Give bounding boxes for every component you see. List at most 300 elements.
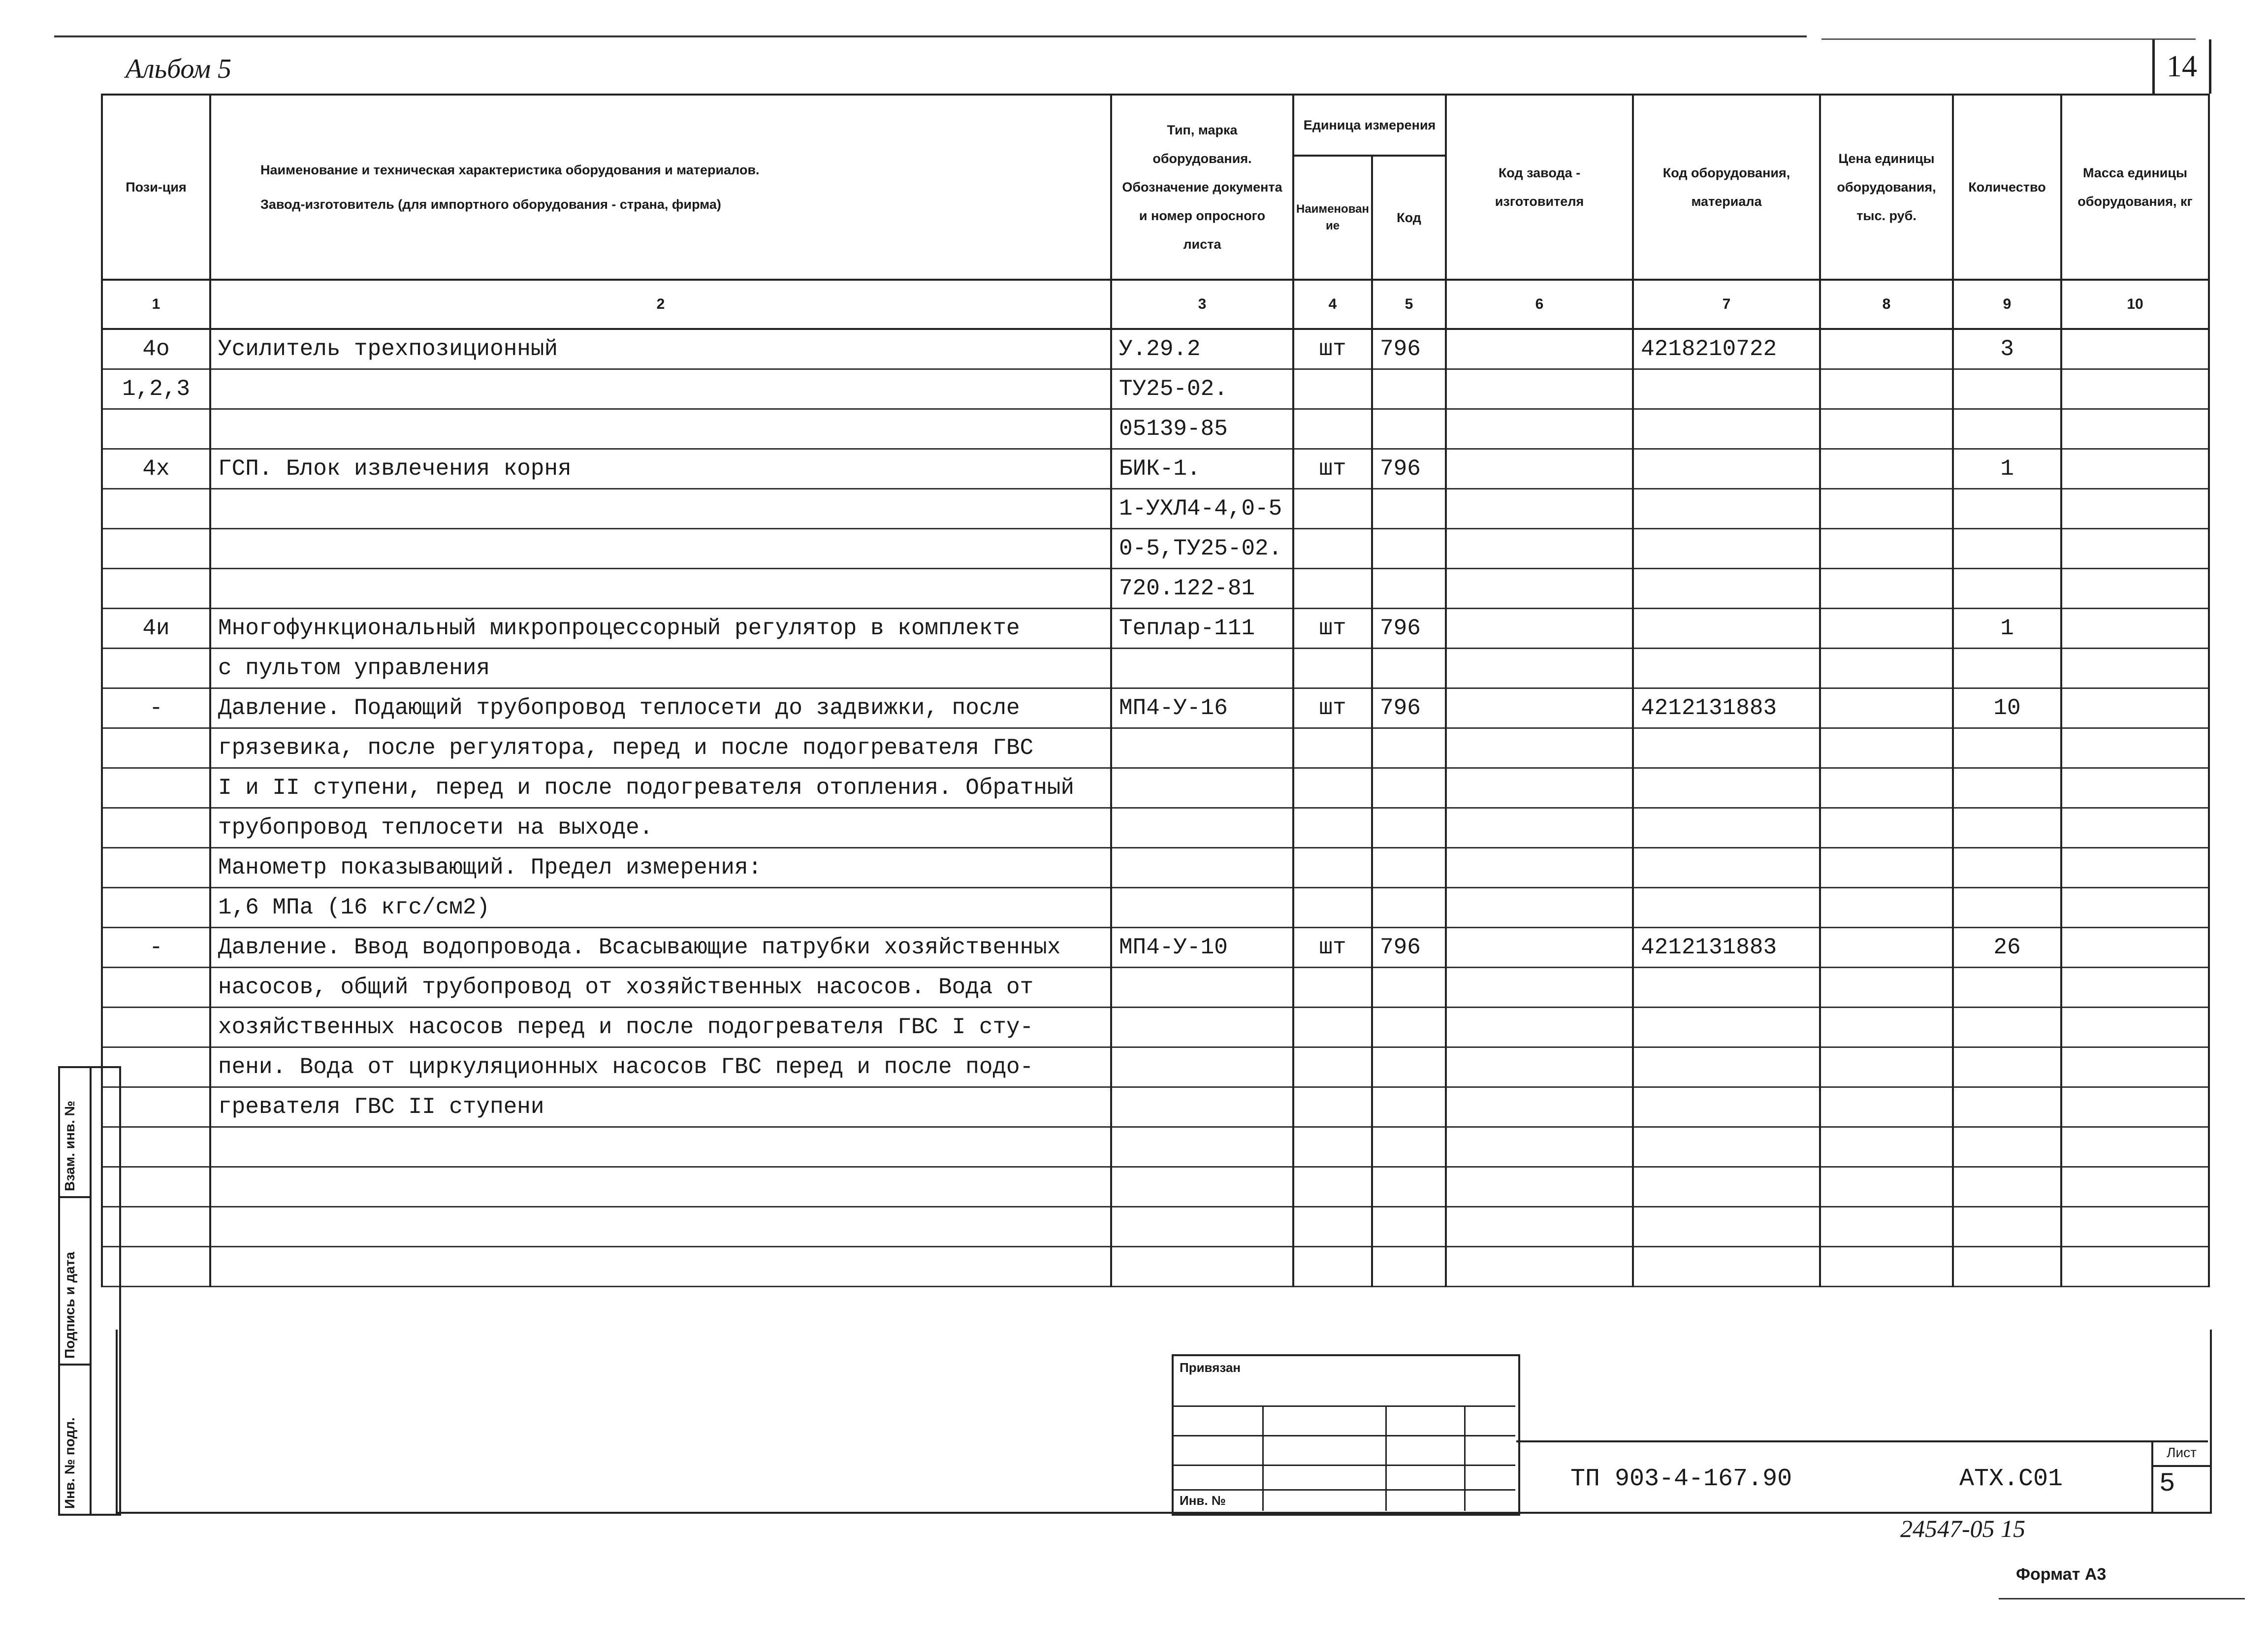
row-unit (1293, 768, 1372, 808)
row-unit (1293, 569, 1372, 609)
row-position (102, 888, 210, 928)
row-name: 1,6 МПа (16 кгс/см2) (210, 888, 1111, 928)
header-unit-group: Единица измерения (1293, 95, 1446, 156)
row-price (1820, 1087, 1953, 1127)
row-type (1111, 1047, 1293, 1087)
row-unit-code: 796 (1372, 688, 1446, 728)
empty-cell (1953, 1247, 2061, 1287)
row-mass (2061, 928, 2209, 968)
row-mass (2061, 888, 2209, 928)
row-unit (1293, 649, 1372, 688)
table-row (102, 329, 2209, 369)
row-unit (1293, 1047, 1372, 1087)
row-price (1820, 888, 1953, 928)
row-unit-code (1372, 369, 1446, 409)
row-plant-code (1446, 489, 1633, 529)
col-number: 9 (1953, 280, 2061, 329)
col-number: 3 (1111, 280, 1293, 329)
top-border-line-right (1821, 38, 2196, 40)
row-type: 720.122-81 (1111, 569, 1293, 609)
row-price (1820, 569, 1953, 609)
header-name-line1: Наименование и техническая характеристика оборудования и материалов. (260, 163, 760, 177)
row-plant-code (1446, 449, 1633, 489)
row-position: - (102, 928, 210, 968)
row-type (1111, 768, 1293, 808)
row-unit (1293, 968, 1372, 1008)
empty-cell (1953, 1127, 2061, 1167)
row-unit-code (1372, 1008, 1446, 1047)
empty-cell (1820, 1207, 1953, 1247)
row-mass (2061, 848, 2209, 888)
row-plant-code (1446, 728, 1633, 768)
row-price (1820, 688, 1953, 728)
row-type (1111, 1008, 1293, 1047)
row-price (1820, 848, 1953, 888)
row-unit (1293, 369, 1372, 409)
row-unit-code (1372, 489, 1446, 529)
row-unit (1293, 888, 1372, 928)
header-mass: Масса единицы оборудования, кг (2061, 95, 2209, 280)
row-position: - (102, 688, 210, 728)
row-type: 05139-85 (1111, 409, 1293, 449)
strip-label-sign: Подпись и дата (62, 1252, 77, 1359)
row-plant-code (1446, 609, 1633, 649)
table-row (102, 529, 2209, 569)
row-unit: шт (1293, 928, 1372, 968)
inv-number-label: Инв. № (1180, 1493, 1226, 1508)
col-number: 2 (210, 280, 1111, 329)
row-plant-code (1446, 1087, 1633, 1127)
row-equipment-code: 4212131883 (1633, 688, 1820, 728)
row-position (102, 728, 210, 768)
row-plant-code (1446, 888, 1633, 928)
row-equipment-code (1633, 808, 1820, 848)
empty-cell (1446, 1207, 1633, 1247)
row-quantity (1953, 649, 2061, 688)
row-position (102, 649, 210, 688)
row-type (1111, 728, 1293, 768)
row-position: 1,2,3 (102, 369, 210, 409)
row-unit-code: 796 (1372, 329, 1446, 369)
page-number: 14 (2152, 39, 2211, 94)
empty-cell (1372, 1167, 1446, 1207)
row-unit (1293, 808, 1372, 848)
row-mass (2061, 529, 2209, 569)
sheet-box (2151, 1440, 2210, 1512)
row-type (1111, 888, 1293, 928)
row-price (1820, 609, 1953, 649)
row-plant-code (1446, 569, 1633, 609)
empty-cell (210, 1207, 1111, 1247)
row-position (102, 529, 210, 569)
row-type: Теплар-111 (1111, 609, 1293, 649)
column-numbers-row (102, 280, 2209, 329)
table-row (102, 1047, 2209, 1087)
specification-table (101, 94, 2210, 1287)
table-row (102, 649, 2209, 688)
col-number: 7 (1633, 280, 1820, 329)
row-plant-code (1446, 529, 1633, 569)
empty-cell (1372, 1127, 1446, 1167)
row-quantity (1953, 1047, 2061, 1087)
strip-label-replace: Взам. инв. № (62, 1101, 77, 1191)
row-type (1111, 848, 1293, 888)
row-equipment-code (1633, 1047, 1820, 1087)
row-price (1820, 489, 1953, 529)
table-row (102, 409, 2209, 449)
row-name (210, 529, 1111, 569)
table-row (102, 768, 2209, 808)
row-mass (2061, 649, 2209, 688)
row-quantity (1953, 1087, 2061, 1127)
document-mark: АТХ.С01 (1959, 1465, 2063, 1493)
row-plant-code (1446, 688, 1633, 728)
row-equipment-code (1633, 569, 1820, 609)
col-number: 8 (1820, 280, 1953, 329)
table-row (102, 928, 2209, 968)
empty-cell (1293, 1127, 1372, 1167)
row-equipment-code (1633, 649, 1820, 688)
row-unit-code (1372, 529, 1446, 569)
sheet-label: Лист (2153, 1440, 2210, 1467)
row-unit-code: 796 (1372, 609, 1446, 649)
table-row (102, 449, 2209, 489)
row-mass (2061, 449, 2209, 489)
row-equipment-code (1633, 848, 1820, 888)
row-plant-code (1446, 968, 1633, 1008)
row-quantity: 1 (1953, 609, 2061, 649)
table-row (102, 888, 2209, 928)
row-quantity (1953, 369, 2061, 409)
row-plant-code (1446, 768, 1633, 808)
row-plant-code (1446, 808, 1633, 848)
row-name: Давление. Подающий трубопровод теплосети до задвижки, после (210, 688, 1111, 728)
row-name: I и II ступени, перед и после подогревателя отопления. Обратный (210, 768, 1111, 808)
row-quantity (1953, 409, 2061, 449)
row-name: Многофункциональный микропроцессорный регулятор в комплекте (210, 609, 1111, 649)
row-plant-code (1446, 928, 1633, 968)
row-type (1111, 808, 1293, 848)
empty-cell (1633, 1247, 1820, 1287)
row-quantity (1953, 1008, 2061, 1047)
row-price (1820, 649, 1953, 688)
row-quantity (1953, 888, 2061, 928)
row-quantity (1953, 848, 2061, 888)
empty-cell (210, 1247, 1111, 1287)
table-row (102, 489, 2209, 529)
row-unit (1293, 1008, 1372, 1047)
empty-cell (1446, 1167, 1633, 1207)
row-price (1820, 369, 1953, 409)
row-quantity (1953, 768, 2061, 808)
row-type (1111, 649, 1293, 688)
row-mass (2061, 688, 2209, 728)
row-name: хозяйственных насосов перед и после подогревателя ГВС I сту- (210, 1008, 1111, 1047)
row-type (1111, 1087, 1293, 1127)
row-unit: шт (1293, 449, 1372, 489)
row-type (1111, 968, 1293, 1008)
header-plant-code: Код завода - изготовителя (1446, 95, 1633, 280)
empty-cell (1820, 1127, 1953, 1167)
row-name: насосов, общий трубопровод от хозяйственных насосов. Вода от (210, 968, 1111, 1008)
header-quantity: Количество (1953, 95, 2061, 280)
row-price (1820, 968, 1953, 1008)
row-unit: шт (1293, 609, 1372, 649)
sheet-number: 5 (2159, 1469, 2175, 1499)
row-type: ТУ25-02. (1111, 369, 1293, 409)
row-mass (2061, 569, 2209, 609)
header-unit-name: Наименование (1293, 156, 1372, 280)
empty-cell (2061, 1247, 2209, 1287)
row-mass (2061, 1047, 2209, 1087)
row-unit-code (1372, 649, 1446, 688)
row-unit (1293, 529, 1372, 569)
row-equipment-code (1633, 968, 1820, 1008)
row-type: МП4-У-10 (1111, 928, 1293, 968)
row-position (102, 968, 210, 1008)
empty-cell (1111, 1167, 1293, 1207)
row-position (102, 768, 210, 808)
row-quantity: 26 (1953, 928, 2061, 968)
col-number: 6 (1446, 280, 1633, 329)
row-plant-code (1446, 369, 1633, 409)
empty-cell (1633, 1207, 1820, 1247)
row-position (102, 409, 210, 449)
strip-label-inv: Инв. № подл. (62, 1417, 77, 1509)
row-mass (2061, 409, 2209, 449)
row-name: Манометр показывающий. Предел измерения: (210, 848, 1111, 888)
row-equipment-code: 4218210722 (1633, 329, 1820, 369)
table-row (102, 808, 2209, 848)
empty-cell (1953, 1167, 2061, 1207)
document-code: ТП 903-4-167.90 (1570, 1465, 1792, 1493)
empty-cell (1446, 1127, 1633, 1167)
row-unit-code (1372, 1047, 1446, 1087)
row-unit: шт (1293, 688, 1372, 728)
row-quantity: 1 (1953, 449, 2061, 489)
row-type: 0-5,ТУ25-02. (1111, 529, 1293, 569)
row-unit (1293, 409, 1372, 449)
empty-cell (1111, 1207, 1293, 1247)
table-row (102, 609, 2209, 649)
format-label: Формат А3 (2016, 1565, 2107, 1584)
col-number: 10 (2061, 280, 2209, 329)
empty-cell (1820, 1167, 1953, 1207)
row-position (102, 808, 210, 848)
privyazan-label: Привязан (1180, 1360, 1241, 1375)
table-row-blank (102, 1167, 2209, 1207)
empty-cell (210, 1167, 1111, 1207)
row-unit-code (1372, 808, 1446, 848)
row-unit-code (1372, 728, 1446, 768)
row-unit-code (1372, 888, 1446, 928)
header-name-line2: Завод-изготовитель (для импортного оборудования - страна, фирма) (260, 197, 721, 212)
archive-number: 24547-05 15 (1900, 1515, 2026, 1542)
row-mass (2061, 609, 2209, 649)
row-name: трубопровод теплосети на выходе. (210, 808, 1111, 848)
row-equipment-code (1633, 1008, 1820, 1047)
row-type: БИК-1. (1111, 449, 1293, 489)
col-number: 5 (1372, 280, 1446, 329)
row-plant-code (1446, 649, 1633, 688)
row-price (1820, 928, 1953, 968)
row-name: пени. Вода от циркуляционных насосов ГВС перед и после подо- (210, 1047, 1111, 1087)
row-unit-code (1372, 409, 1446, 449)
header-price: Цена единицы оборудования, тыс. руб. (1820, 95, 1953, 280)
row-mass (2061, 369, 2209, 409)
row-plant-code (1446, 848, 1633, 888)
row-equipment-code (1633, 609, 1820, 649)
row-position: 4х (102, 449, 210, 489)
row-type: 1-УХЛ4-4,0-5 (1111, 489, 1293, 529)
row-price (1820, 529, 1953, 569)
empty-cell (1293, 1247, 1372, 1287)
row-name (210, 569, 1111, 609)
col-number: 1 (102, 280, 210, 329)
empty-cell (210, 1127, 1111, 1167)
table-row-blank (102, 1247, 2209, 1287)
row-mass (2061, 1087, 2209, 1127)
row-mass (2061, 808, 2209, 848)
row-type: У.29.2 (1111, 329, 1293, 369)
row-name: гревателя ГВС II ступени (210, 1087, 1111, 1127)
empty-cell (1372, 1207, 1446, 1247)
row-plant-code (1446, 329, 1633, 369)
row-quantity: 3 (1953, 329, 2061, 369)
row-position (102, 489, 210, 529)
empty-cell (1293, 1207, 1372, 1247)
row-plant-code (1446, 1047, 1633, 1087)
row-quantity: 10 (1953, 688, 2061, 728)
row-name (210, 409, 1111, 449)
empty-cell (1111, 1247, 1293, 1287)
row-equipment-code (1633, 529, 1820, 569)
row-price (1820, 728, 1953, 768)
row-position: 4и (102, 609, 210, 649)
row-name: ГСП. Блок извлечения корня (210, 449, 1111, 489)
album-label: Альбом 5 (126, 54, 232, 84)
row-quantity (1953, 569, 2061, 609)
row-price (1820, 808, 1953, 848)
empty-cell (1372, 1247, 1446, 1287)
table-row (102, 848, 2209, 888)
row-name: с пультом управления (210, 649, 1111, 688)
row-mass (2061, 728, 2209, 768)
table-row-blank (102, 1207, 2209, 1247)
row-mass (2061, 329, 2209, 369)
table-row (102, 728, 2209, 768)
empty-cell (1633, 1167, 1820, 1207)
table-row (102, 569, 2209, 609)
format-underline (1999, 1598, 2245, 1599)
row-mass (2061, 768, 2209, 808)
row-price (1820, 768, 1953, 808)
row-equipment-code (1633, 768, 1820, 808)
row-equipment-code (1633, 449, 1820, 489)
row-equipment-code (1633, 1087, 1820, 1127)
col-number: 4 (1293, 280, 1372, 329)
row-name (210, 369, 1111, 409)
row-equipment-code (1633, 369, 1820, 409)
row-unit: шт (1293, 329, 1372, 369)
row-name: Давление. Ввод водопровода. Всасывающие патрубки хозяйственных (210, 928, 1111, 968)
empty-cell (1111, 1127, 1293, 1167)
row-equipment-code (1633, 489, 1820, 529)
table-row-blank (102, 1127, 2209, 1167)
row-plant-code (1446, 1008, 1633, 1047)
row-plant-code (1446, 409, 1633, 449)
empty-cell (1446, 1247, 1633, 1287)
row-equipment-code (1633, 728, 1820, 768)
row-mass (2061, 1008, 2209, 1047)
top-border-line (54, 35, 1807, 37)
row-quantity (1953, 968, 2061, 1008)
empty-cell (1633, 1127, 1820, 1167)
row-unit-code: 796 (1372, 449, 1446, 489)
empty-cell (2061, 1127, 2209, 1167)
row-price (1820, 1008, 1953, 1047)
table-row (102, 688, 2209, 728)
row-quantity (1953, 529, 2061, 569)
table-row (102, 968, 2209, 1008)
row-position: 4о (102, 329, 210, 369)
row-price (1820, 409, 1953, 449)
header-unit-code: Код (1372, 156, 1446, 280)
row-equipment-code (1633, 409, 1820, 449)
empty-cell (1820, 1247, 1953, 1287)
row-unit-code (1372, 968, 1446, 1008)
header-position: Пози-ция (102, 95, 210, 280)
row-quantity (1953, 489, 2061, 529)
row-unit (1293, 728, 1372, 768)
row-name: Усилитель трехпозиционный (210, 329, 1111, 369)
empty-cell (1953, 1207, 2061, 1247)
row-equipment-code: 4212131883 (1633, 928, 1820, 968)
row-type: МП4-У-16 (1111, 688, 1293, 728)
left-stamp-strip (58, 1066, 121, 1516)
header-equipment-code: Код оборудования, материала (1633, 95, 1820, 280)
row-mass (2061, 489, 2209, 529)
empty-cell (2061, 1207, 2209, 1247)
row-unit-code (1372, 1087, 1446, 1127)
row-unit-code (1372, 848, 1446, 888)
empty-cell (1293, 1167, 1372, 1207)
row-unit (1293, 848, 1372, 888)
row-unit-code: 796 (1372, 928, 1446, 968)
row-unit-code (1372, 569, 1446, 609)
row-name (210, 489, 1111, 529)
row-unit (1293, 1087, 1372, 1127)
row-unit (1293, 489, 1372, 529)
row-price (1820, 329, 1953, 369)
header-name (210, 95, 1111, 280)
row-unit-code (1372, 768, 1446, 808)
row-quantity (1953, 728, 2061, 768)
row-position (102, 848, 210, 888)
table-row (102, 1008, 2209, 1047)
privyazan-box (1172, 1354, 1520, 1516)
row-position (102, 1008, 210, 1047)
row-quantity (1953, 808, 2061, 848)
row-position (102, 569, 210, 609)
row-price (1820, 449, 1953, 489)
row-price (1820, 1047, 1953, 1087)
table-row (102, 1087, 2209, 1127)
row-equipment-code (1633, 888, 1820, 928)
row-name: грязевика, после регулятора, перед и после подогревателя ГВС (210, 728, 1111, 768)
row-mass (2061, 968, 2209, 1008)
empty-cell (2061, 1167, 2209, 1207)
